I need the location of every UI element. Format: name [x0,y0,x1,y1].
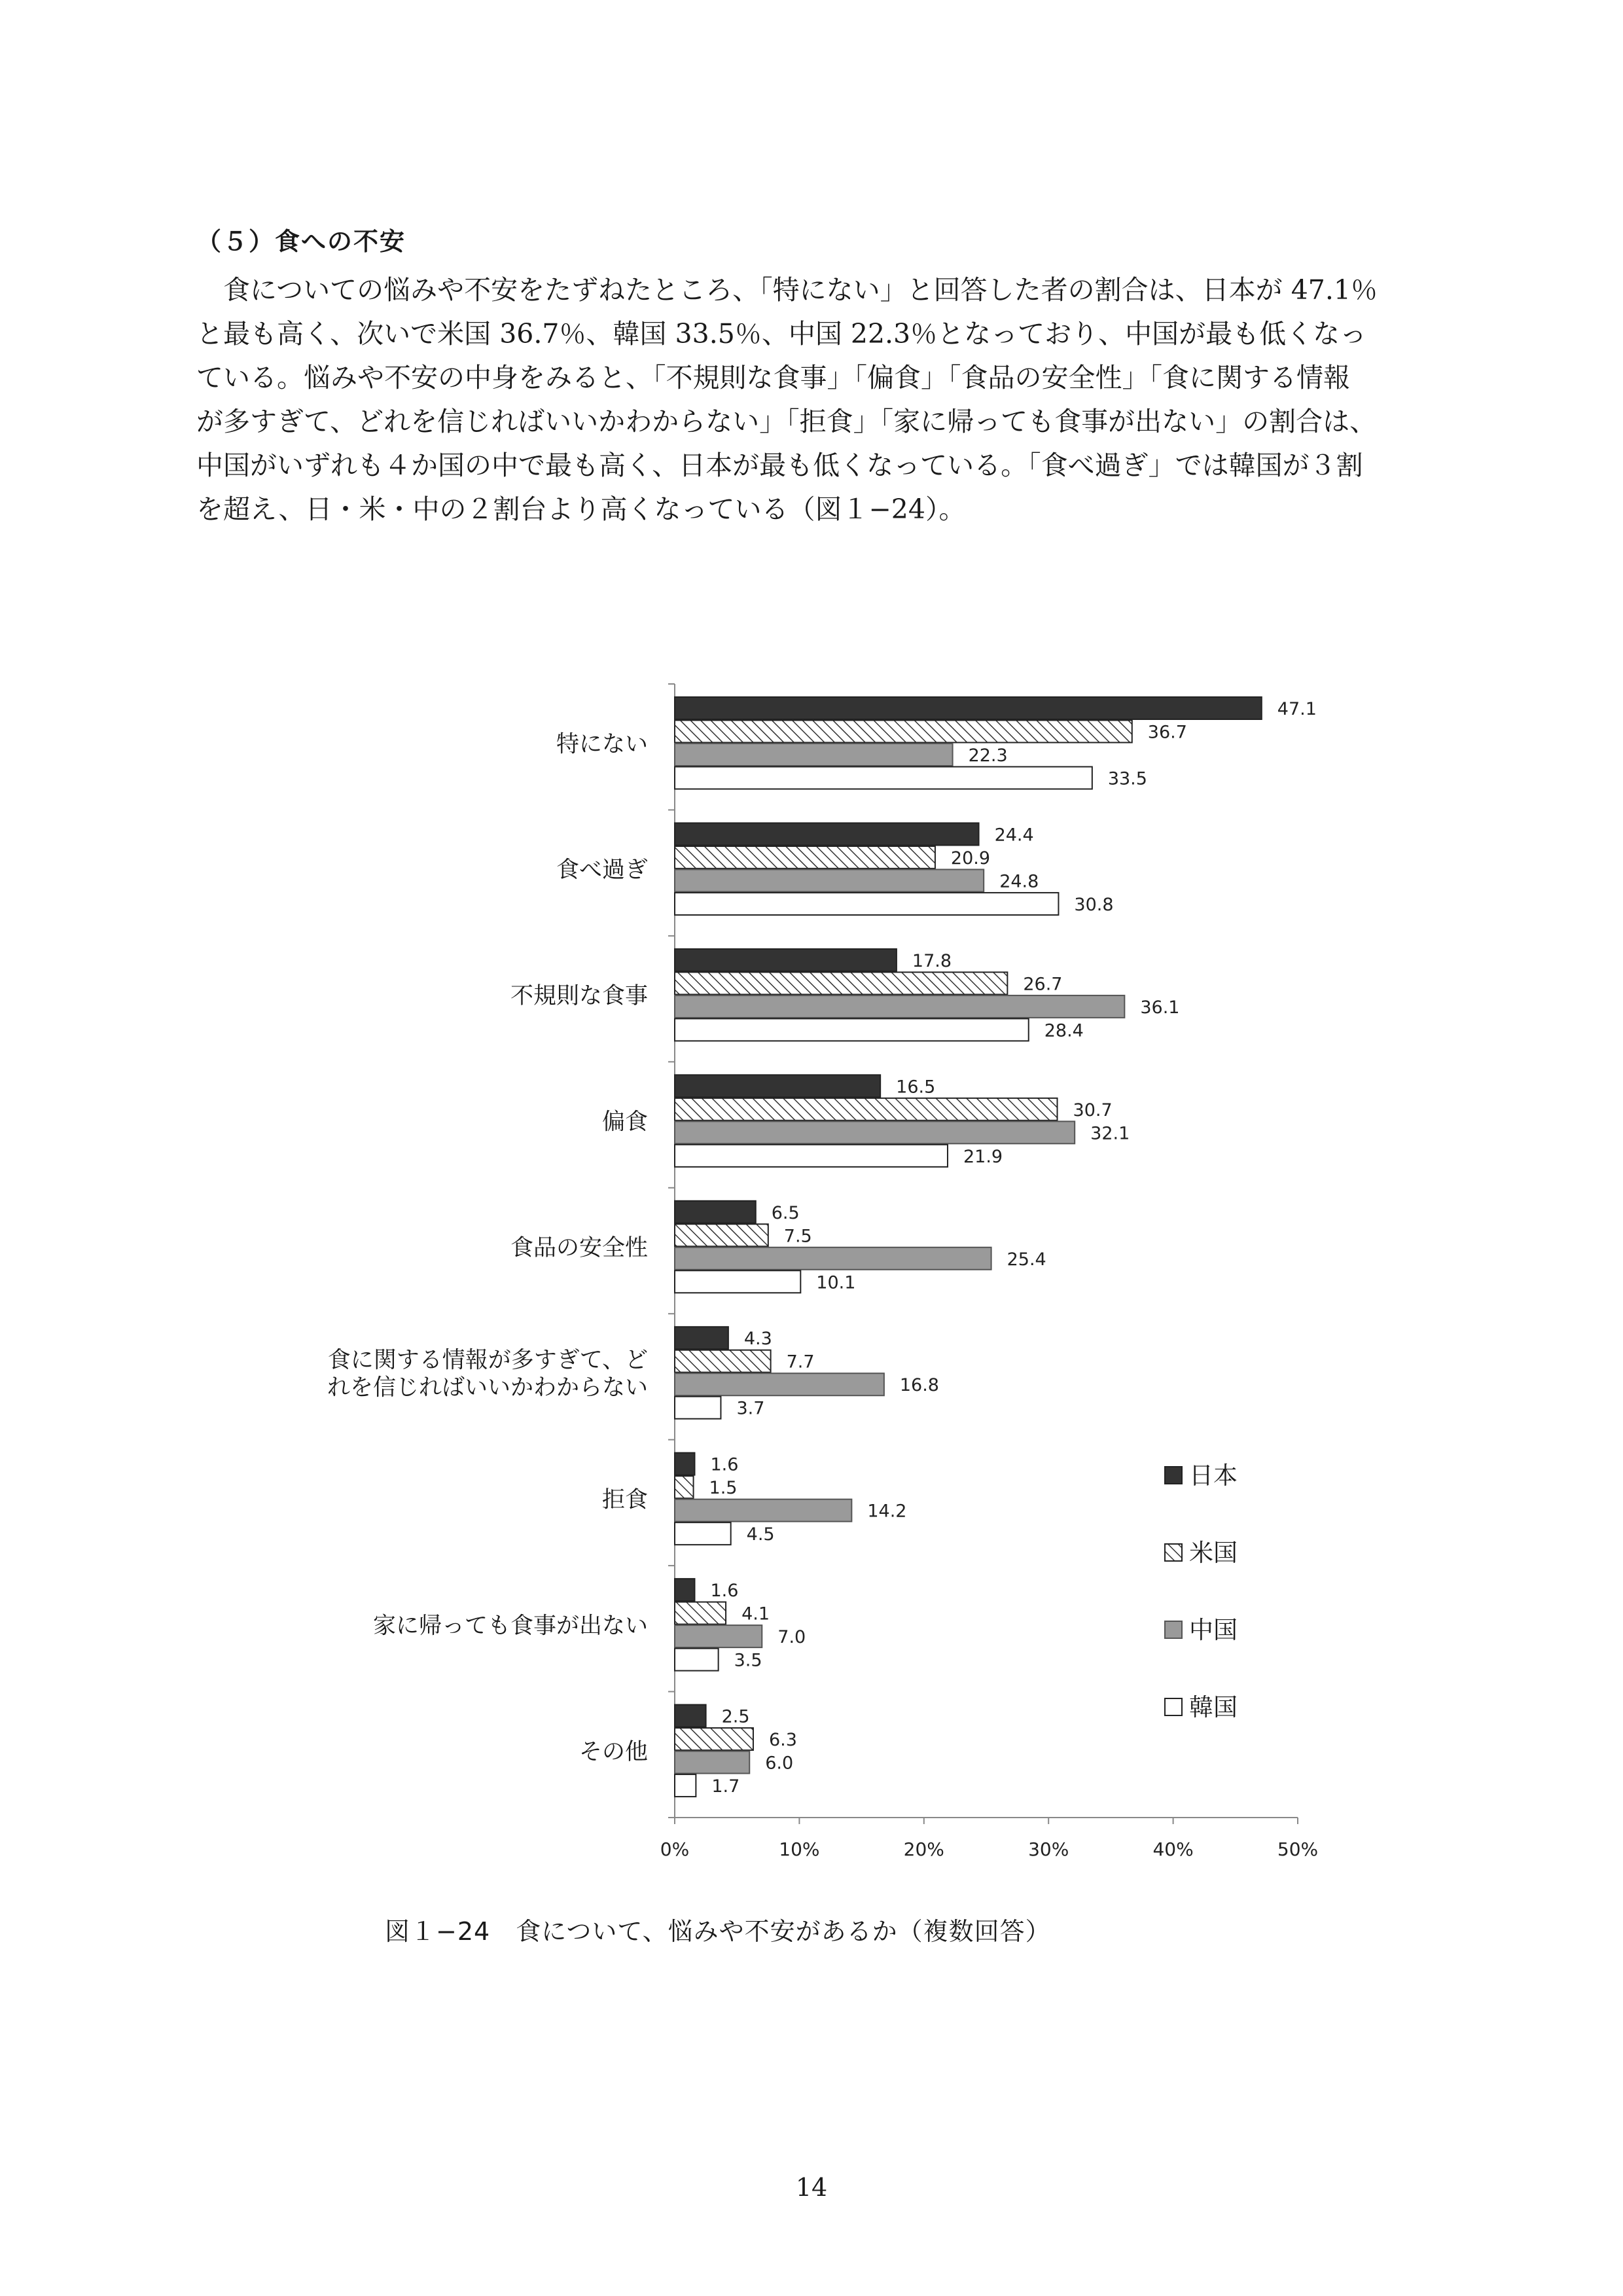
data-label: 7.0 [777,1627,806,1648]
data-label: 4.5 [746,1524,775,1545]
data-label: 24.8 [999,871,1039,892]
category-label: 拒食 [601,1486,648,1513]
bar-1 [675,1476,694,1498]
category-label: 食べ過ぎ [556,857,648,884]
paragraph-line: と最も高く、次いで米国 36.7％、韓国 33.5％、中国 22.3％となっており、中国が最も低くなっ [196,318,1367,350]
bar-1 [675,846,935,869]
bar-3 [675,1018,1029,1041]
bar-1 [675,1098,1058,1121]
bar-3 [675,1397,721,1419]
bar-3 [675,1649,719,1671]
data-label: 25.4 [1007,1249,1046,1270]
category-label: 特にない [556,731,648,758]
bar-3 [675,1774,696,1797]
category-label: 食品の安全性 [510,1235,648,1262]
paragraph-line: が多すぎて、どれを信じればいいかわからない」「拒食」「家に帰っても食事が出ない」の割合は、 [196,406,1377,437]
bar-0 [675,949,897,971]
data-label: 30.7 [1073,1100,1113,1121]
bar-0 [675,1201,756,1223]
data-label: 14.2 [867,1501,907,1522]
page-number: 14 [795,2173,828,2202]
bar-2 [675,996,1124,1018]
data-label: 20.9 [950,848,991,869]
bar-2 [675,744,953,766]
data-label: 17.8 [912,950,952,971]
data-label: 7.5 [783,1226,812,1247]
bar-2 [675,869,984,891]
category-label: 食に関する情報が多すぎて、ど [327,1347,648,1374]
paragraph-line: ている。悩みや不安の中身をみると、「不規則な食事」「偏食」「食品の安全性」「食に関する情報 [196,362,1350,393]
bar-1 [675,972,1007,994]
bar-3 [675,893,1058,915]
data-label: 32.1 [1090,1123,1130,1144]
figure-caption: 図１−24 食について、悩みや不安があるか（複数回答） [385,1917,1051,1946]
data-label: 22.3 [968,745,1008,766]
data-label: 26.7 [1023,974,1063,995]
data-label: 7.7 [786,1352,815,1372]
category-label: 偏食 [601,1109,648,1136]
x-tick-label: 20% [903,1839,944,1860]
data-label: 36.7 [1147,722,1187,743]
x-tick-label: 50% [1277,1839,1319,1860]
data-label: 3.5 [734,1650,762,1671]
bar-0 [675,823,979,845]
x-tick-label: 0% [660,1839,690,1860]
data-label: 21.9 [963,1146,1003,1167]
bar-1 [675,1350,771,1372]
data-label: 6.0 [765,1753,794,1774]
data-label: 16.8 [899,1375,939,1396]
category-label: 家に帰っても食事が出ない [372,1613,648,1640]
paragraph-line: を超え、日・米・中の２割台より高くなっている（図１−24）。 [196,493,966,525]
bar-0 [675,1075,880,1097]
data-label: 10.1 [816,1272,856,1293]
data-label: 6.3 [768,1730,797,1751]
x-tick-label: 30% [1028,1839,1069,1860]
data-label: 1.7 [711,1776,740,1797]
bar-1 [675,1602,726,1624]
legend-swatch [1165,1467,1182,1484]
bar-2 [675,1247,991,1270]
data-label: 30.8 [1074,894,1114,915]
bar-0 [675,1705,706,1727]
data-label: 36.1 [1140,997,1180,1018]
bar-3 [675,1522,731,1545]
bar-3 [675,767,1092,789]
data-label: 2.5 [721,1706,750,1727]
bar-3 [675,1270,800,1293]
bar-2 [675,1373,884,1395]
data-label: 47.1 [1277,699,1317,719]
legend-label: 韓国 [1189,1693,1238,1721]
x-tick-label: 40% [1152,1839,1194,1860]
x-tick-label: 10% [779,1839,820,1860]
legend-label: 米国 [1189,1539,1238,1567]
bar-2 [675,1625,762,1647]
paragraph-line: 食についての悩みや不安をたずねたところ、「特にない」と回答した者の割合は、日本が 47.1％ [196,274,1378,306]
data-label: 3.7 [736,1398,765,1419]
paragraph-line: 中国がいずれも４か国の中で最も高く、日本が最も低くなっている。「食べ過ぎ」では韓国が３割 [196,450,1363,481]
data-label: 4.3 [743,1329,772,1350]
data-label: 24.4 [994,825,1034,846]
legend-swatch [1165,1698,1182,1715]
bar-3 [675,1145,948,1167]
bar-1 [675,1728,753,1750]
bar-1 [675,1224,768,1246]
legend-label: 日本 [1189,1462,1238,1490]
data-label: 16.5 [896,1077,936,1098]
bar-1 [675,721,1132,743]
legend-label: 中国 [1189,1616,1238,1644]
data-label: 33.5 [1107,768,1147,789]
category-label: その他 [579,1738,648,1765]
section-heading: （５）食への不安 [196,227,406,256]
legend-swatch [1165,1544,1182,1561]
data-label: 1.6 [710,1581,739,1602]
legend-swatch [1165,1621,1182,1638]
data-label: 4.1 [741,1604,770,1624]
bar-0 [675,697,1262,719]
data-label: 1.6 [710,1454,739,1475]
bar-0 [675,1327,728,1349]
category-label: 不規則な食事 [510,983,648,1010]
bar-2 [675,1499,851,1522]
bar-0 [675,1579,694,1601]
category-label: れを信じればいいかわからない [327,1374,648,1401]
data-label: 1.5 [709,1478,738,1499]
data-label: 28.4 [1044,1020,1084,1041]
bar-2 [675,1751,749,1774]
data-label: 6.5 [771,1202,800,1223]
bar-0 [675,1453,694,1475]
bar-2 [675,1121,1075,1143]
